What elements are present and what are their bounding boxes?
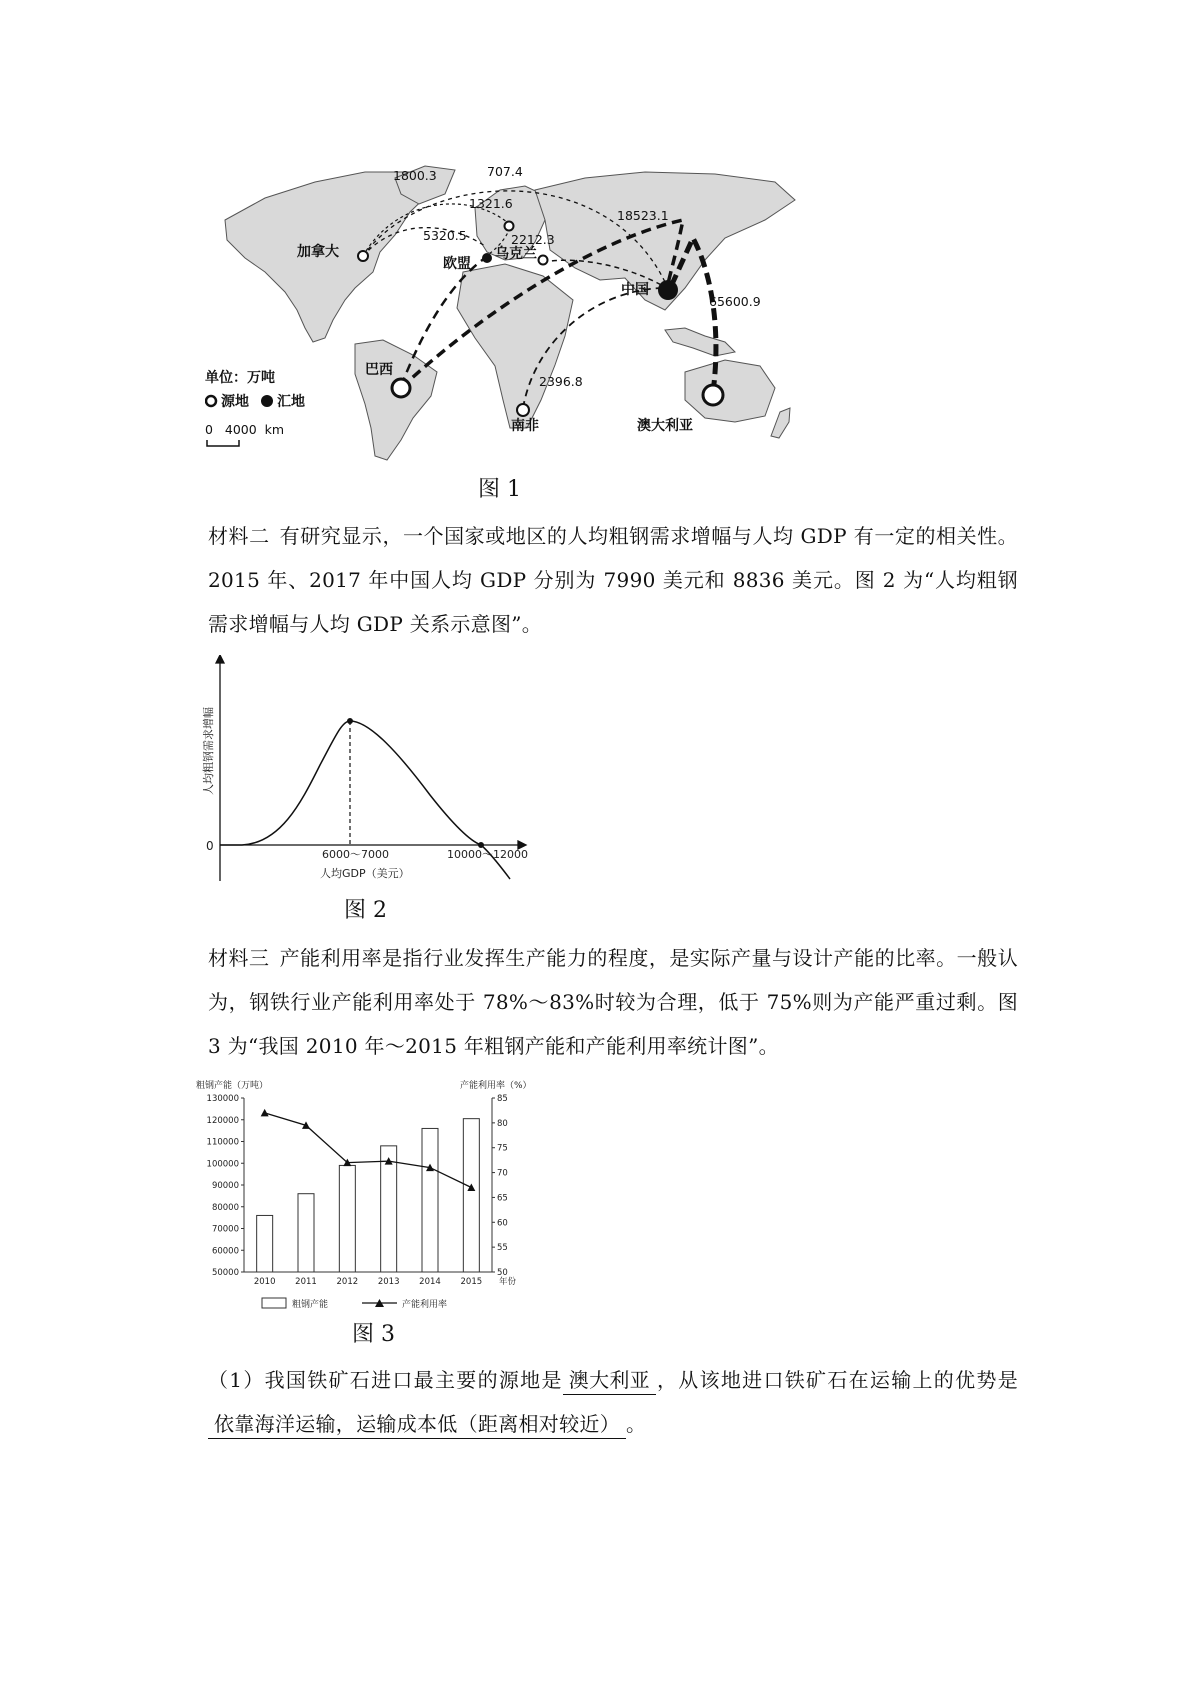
brazil-source-marker <box>392 379 410 397</box>
flow-value-canada: 1800.3 <box>393 168 437 183</box>
australia-source-marker <box>703 385 723 405</box>
fig2-ylabel: 人均粗钢需求增幅 <box>202 707 215 795</box>
material2-text: 有研究显示，一个国家或地区的人均粗钢需求增幅与人均 GDP 有一定的相关性。2015 年、2017 年中国人均 GDP 分别为 7990 美元和 8836 美元。图 2 为“人均粗钢需求增幅与人均 GDP 关系示意图”。 <box>208 524 1018 636</box>
fig3-line-series <box>261 1109 476 1191</box>
flow-value-eu: 5320.5 <box>423 228 467 243</box>
figure2-diagram <box>190 655 535 885</box>
fig2-tick-peak: 6000～7000 <box>322 848 389 861</box>
fig3-y2tick-label: 85 <box>497 1094 508 1104</box>
flow-value-ukraine: 2212.3 <box>511 232 555 247</box>
fig3-y2tick-label: 75 <box>497 1143 508 1154</box>
fig3-y2tick-label: 80 <box>497 1118 508 1129</box>
fig3-xtick-label: 2013 <box>377 1277 400 1287</box>
legend-source-label: 源地 <box>221 394 249 410</box>
fig3-y2tick-label: 65 <box>497 1193 508 1204</box>
fig3-line-point <box>261 1109 269 1117</box>
fig3-y2tick-label: 55 <box>497 1243 508 1254</box>
fig3-ytick-label: 90000 <box>211 1181 239 1191</box>
flow-value-australia: 65600.9 <box>709 294 761 309</box>
fig3-legend-line-label: 产能利用率 <box>402 1300 448 1310</box>
label-australia: 澳大利亚 <box>637 418 693 434</box>
fig2-xlabel: 人均GDP（美元） <box>320 867 410 880</box>
figure1-caption: 图 1 <box>478 477 521 502</box>
flow-value-nordic: 1321.6 <box>469 196 513 211</box>
fig3-xtick-label: 2015 <box>460 1277 483 1287</box>
fig3-y2tick-label: 50 <box>497 1268 508 1278</box>
south-america-shape <box>355 340 437 460</box>
fig3-bar <box>381 1146 397 1272</box>
islands-shape <box>665 328 735 356</box>
africa-shape <box>457 264 573 428</box>
fig3-ytick-label: 50000 <box>211 1268 239 1278</box>
fig3-xtick-label: 2011 <box>295 1277 317 1287</box>
world-map-figure <box>205 160 815 480</box>
fig3-bars <box>257 1119 480 1272</box>
fig2-y-arrow <box>216 655 224 663</box>
label-china: 中国 <box>621 282 649 298</box>
fig3-y2tick-label: 60 <box>497 1218 508 1229</box>
material3-heading: 材料三 <box>208 946 270 970</box>
australia-shape <box>685 360 775 422</box>
fig3-xtick-label: 2010 <box>253 1277 276 1287</box>
material2-heading: 材料二 <box>208 524 270 548</box>
fig3-xtick-label: 2014 <box>419 1277 441 1287</box>
fig3-bar <box>463 1119 479 1272</box>
china-sink-marker <box>658 280 678 300</box>
material2-paragraph <box>208 514 1018 646</box>
answer-blank-1: 澳大利亚 <box>563 1366 656 1395</box>
nordic-source-marker <box>505 222 514 231</box>
fig3-bar <box>257 1215 273 1272</box>
scale-label: 0 4000 km <box>205 422 285 437</box>
fig2-peak-point <box>347 718 353 724</box>
fig3-bar <box>339 1165 355 1272</box>
fig3-y2tick-label: 70 <box>497 1168 508 1179</box>
fig3-bar <box>298 1194 314 1272</box>
question1-middle: ，从该地进口铁矿石在运输上的优势是 <box>655 1368 1018 1392</box>
label-canada: 加拿大 <box>297 244 339 260</box>
legend-sink-icon <box>261 395 273 407</box>
flow-value-europe-top: 707.4 <box>487 164 523 179</box>
canada-source-marker <box>358 251 368 261</box>
fig3-legend-bar-label: 粗钢产能 <box>292 1300 329 1310</box>
scale-bar <box>207 440 239 446</box>
label-ukraine: 乌克兰 <box>495 246 537 262</box>
fig3-ytick-label: 70000 <box>211 1224 239 1235</box>
question1-prefix: （1）我国铁矿石进口最主要的源地是 <box>208 1368 563 1392</box>
flow-value-brazil-china: 18523.1 <box>617 208 669 223</box>
fig3-xlabel: 年份 <box>498 1277 516 1287</box>
flow-value-south-africa: 2396.8 <box>539 374 583 389</box>
fig3-line-path <box>265 1113 472 1188</box>
material3-paragraph <box>208 936 1018 1068</box>
figure3-caption: 图 3 <box>352 1322 395 1347</box>
new-zealand-shape <box>771 408 790 438</box>
label-brazil: 巴西 <box>365 362 393 378</box>
fig3-ytick-label: 60000 <box>211 1246 239 1257</box>
label-south-africa: 南非 <box>511 418 539 434</box>
answer-blank-2: 依靠海洋运输，运输成本低（距离相对较近） <box>208 1410 626 1439</box>
figure3-chart <box>192 1076 537 1316</box>
fig3-ytick-label: 110000 <box>206 1137 239 1148</box>
legend-unit: 单位：万吨 <box>205 370 275 386</box>
south-africa-source-marker <box>517 404 529 416</box>
fig3-legend-bar-icon <box>262 1298 286 1308</box>
eu-sink-marker <box>482 253 492 263</box>
fig3-ytick-label: 130000 <box>206 1094 239 1104</box>
fig3-bar <box>422 1128 438 1272</box>
map-legend <box>205 369 305 446</box>
question1-suffix: 。 <box>626 1412 647 1436</box>
fig2-tick-root: 10000～12000 <box>447 848 528 861</box>
label-eu: 欧盟 <box>443 256 471 272</box>
figure2-caption: 图 2 <box>344 898 387 923</box>
legend-source-icon <box>206 396 216 406</box>
fig2-zero-label: 0 <box>206 839 214 853</box>
fig3-ytick-label: 100000 <box>206 1159 239 1170</box>
fig3-xtick-label: 2012 <box>336 1277 359 1287</box>
question1-paragraph <box>208 1358 1018 1446</box>
fig3-y2label: 产能利用率（%） <box>460 1081 532 1091</box>
fig3-ytick-label: 120000 <box>206 1115 239 1126</box>
legend-sink-label: 汇地 <box>277 394 305 410</box>
fig3-axes <box>244 1098 492 1272</box>
material3-text: 产能利用率是指行业发挥生产能力的程度，是实际产量与设计产能的比率。一般认为，钢铁行业产能利用率处于 78%～83%时较为合理，低于 75%则为产能严重过剩。图 3 为“我国 2010 年～2015 年粗钢产能和产能利用率统计图”。 <box>208 946 1018 1058</box>
fig3-ylabel: 粗钢产能（万吨） <box>196 1081 269 1091</box>
ukraine-source-marker <box>539 256 548 265</box>
fig3-ytick-label: 80000 <box>211 1202 239 1213</box>
